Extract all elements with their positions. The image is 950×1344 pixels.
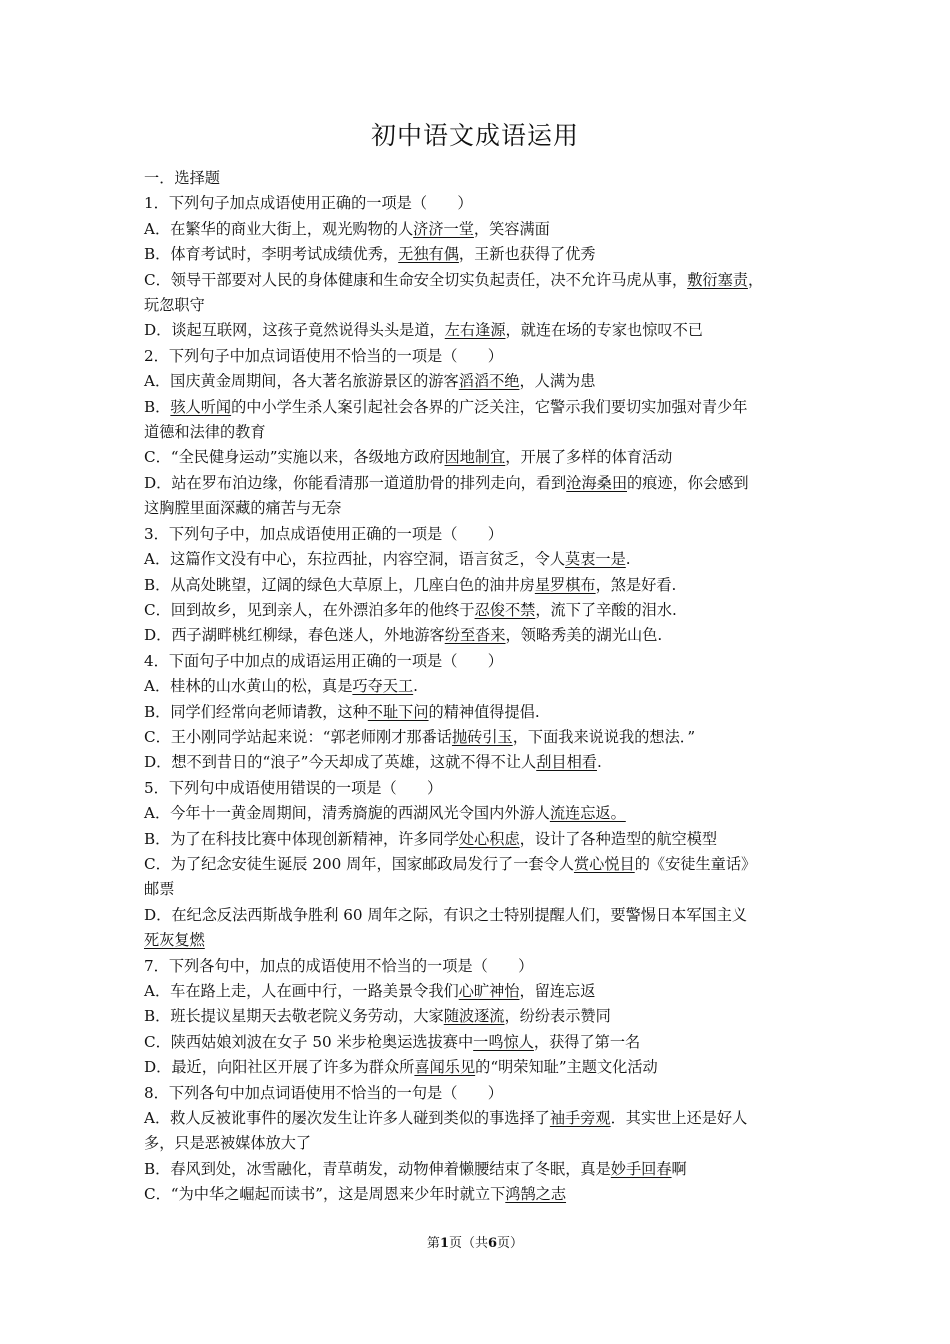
text-line: [144, 674, 820, 699]
text-segment: 的中小学生杀人案引起社会各界的广泛关注，它警示我们要切实加强对青少年: [231, 397, 748, 416]
text-segment: ，王新也获得了优秀: [458, 245, 596, 264]
text-segment: B．从高处眺望，辽阔的绿色大草原上，几座白色的油井房: [144, 575, 535, 594]
text-segment: 邮票: [144, 880, 175, 899]
footer-total-pages: 6: [488, 1236, 498, 1251]
text-segment: ，纷纷表示赞同: [504, 1007, 611, 1026]
underlined-idiom: 济济一堂: [413, 219, 474, 238]
underlined-idiom: 因地制宜: [444, 448, 506, 467]
underlined-idiom: 喜闻乐见: [414, 1058, 476, 1077]
text-line: [144, 954, 820, 979]
section-heading: 一．选择题: [144, 169, 220, 187]
text-segment: 啊: [671, 1159, 687, 1178]
text-line: [144, 598, 820, 623]
text-segment: A．国庆黄金周期间，各大著名旅游景区的游客: [144, 372, 459, 391]
underlined-idiom: 沧海桑田: [566, 473, 627, 492]
underlined-idiom: 无独有偶: [398, 245, 459, 264]
text-line: [144, 827, 820, 852]
text-segment: D．想不到昔日的“浪子”今天却成了英雄，这就不得不让人: [144, 753, 537, 772]
footer-page-number: 1: [439, 1236, 449, 1251]
underlined-idiom: 心旷神怡: [458, 982, 520, 1000]
text-segment: 的《安徒生童话》: [634, 854, 757, 873]
underlined-idiom: 滔滔不绝: [458, 372, 520, 391]
text-line: [144, 471, 820, 496]
text-segment: ，留连忘返: [519, 982, 596, 1000]
underlined-idiom: 骇人听闻: [170, 397, 232, 416]
text-line: [144, 801, 820, 826]
underlined-idiom: 一鸣惊人: [473, 1032, 534, 1051]
text-segment: 道德和法律的教育: [144, 423, 266, 442]
text-segment: ，流下了辛酸的泪水.: [535, 600, 677, 619]
text-segment: ，领略秀美的湖光山色.: [505, 626, 663, 645]
text-segment: 1．下列句子加点成语使用正确的一项是（ ）: [144, 194, 473, 213]
footer-mid: 页（共: [448, 1236, 488, 1251]
underlined-idiom: 妙手回春: [610, 1159, 672, 1178]
text-line: [144, 1182, 820, 1207]
text-line: [144, 496, 820, 521]
text-line: [144, 547, 820, 572]
text-segment: A．车在路上走，人在画中行，一路美景令我们: [144, 982, 459, 1000]
text-line: [144, 700, 820, 725]
text-segment: ，开展了多样的体育活动: [505, 448, 673, 467]
underlined-idiom: 左右逢源: [444, 321, 506, 340]
underlined-idiom: 鸿鹄之志: [505, 1185, 567, 1204]
text-segment: ，煞是好看.: [595, 575, 677, 594]
text-segment: ，就连在场的专家也惊叹不已: [505, 321, 703, 340]
text-segment: .: [625, 550, 631, 569]
text-segment: B．为了在科技比赛中体现创新精神，许多同学: [144, 829, 459, 848]
text-segment: B．体育考试时，李明考试成绩优秀，: [144, 245, 399, 264]
underlined-idiom: 莫衷一是: [565, 550, 626, 569]
text-segment: 多，只是恶被媒体放大了: [144, 1134, 312, 1153]
underlined-idiom: 忍俊不禁: [474, 600, 536, 619]
text-segment: C．回到故乡，见到亲人，在外漂泊多年的他终于: [144, 600, 475, 619]
text-line: [144, 750, 820, 775]
text-segment: ，设计了各种造型的航空模型: [519, 829, 718, 848]
text-segment: ，: [747, 270, 764, 289]
text-segment: 2．下列句子中加点词语使用不恰当的一项是（ ）: [144, 346, 503, 365]
text-line: [144, 1106, 820, 1131]
document-body: [144, 166, 820, 1208]
text-segment: 8．下列各句中加点词语使用不恰当的一句是（ ）: [144, 1083, 503, 1102]
text-segment: A．这篇作文没有中心，东拉西扯，内容空洞，语言贫乏，令人: [144, 550, 566, 569]
underlined-idiom: 赏心悦目: [573, 854, 635, 873]
text-segment: B．班长提议星期天去敬老院义务劳动，大家: [144, 1007, 444, 1026]
text-line: [144, 649, 820, 674]
text-segment: A．今年十一黄金周期间，清秀旖旎的西湖风光令国内外游人: [144, 804, 550, 823]
text-line: [144, 420, 820, 445]
text-segment: C．“全民健身运动”实施以来，各级地方政府: [144, 448, 445, 467]
underlined-idiom: 死灰复燃: [144, 931, 205, 950]
text-line: [144, 1055, 820, 1080]
text-segment: 的“明荣知耻”主题文化活动: [475, 1058, 658, 1077]
text-segment: ，笑容满面: [473, 219, 550, 238]
underlined-idiom: 随波逐流: [443, 1007, 505, 1026]
text-segment: 的精神值得提倡.: [428, 702, 540, 721]
text-segment: 玩忽职守: [144, 296, 205, 315]
text-segment: C．为了纪念安徒生诞辰 200 周年，国家邮政局发行了一套令人: [144, 854, 574, 873]
text-segment: 5．下列句中成语使用错误的一项是（ ）: [144, 778, 443, 797]
text-line: [144, 623, 820, 648]
text-segment: A．在繁华的商业大街上，观光购物的人: [144, 219, 414, 238]
text-segment: D．在纪念反法西斯战争胜利 60 周年之际，有识之士特别提醒人们，要警惕日本军国主义: [144, 905, 748, 924]
text-line: [144, 1030, 820, 1055]
text-segment: 4．下面句子中加点的成语运用正确的一项是（ ）: [144, 651, 503, 670]
text-segment: C．陕西姑娘刘波在女子 50 米步枪奥运选拔赛中: [144, 1032, 474, 1051]
document-title: 初中语文成语运用: [370, 121, 579, 150]
text-segment: D．最近，向阳社区开展了许多为群众所: [144, 1058, 415, 1077]
text-line: [144, 903, 820, 928]
text-line: [144, 191, 820, 216]
text-segment: A．桂林的山水黄山的松，真是: [144, 677, 353, 696]
text-segment: ．其实世上还是好人: [610, 1109, 748, 1128]
underlined-idiom: 抛砖引玉: [451, 727, 513, 746]
text-segment: C．领导干部要对人民的身体健康和生命安全切实负起责任，决不允许马虎从事，: [144, 270, 688, 289]
text-line: [144, 268, 820, 293]
underlined-idiom: 敷衍塞责: [687, 270, 748, 289]
underlined-idiom: 流连忘返。: [549, 804, 626, 823]
underlined-idiom: 纷至沓来: [444, 626, 506, 645]
text-segment: ，人满为患: [519, 372, 596, 391]
question-lines: [144, 191, 820, 1207]
text-line: [144, 979, 820, 1004]
text-line: [144, 395, 820, 420]
text-line: [144, 928, 820, 953]
text-line: [144, 725, 820, 750]
text-line: [144, 852, 820, 877]
underlined-idiom: 不耻下问: [367, 702, 429, 721]
text-segment: ，获得了第一名: [533, 1032, 641, 1051]
text-segment: ，下面我来说说我的想法．”: [512, 727, 696, 746]
text-segment: 的痕迹，你会感到: [627, 473, 749, 492]
text-line: [144, 1131, 820, 1156]
text-line: [144, 522, 820, 547]
text-segment: D．谈起互联网，这孩子竟然说得头头是道，: [144, 321, 445, 340]
text-segment: C．“为中华之崛起而读书”，这是周恩来少年时就立下: [144, 1185, 506, 1204]
text-segment: D．站在罗布泊边缘，你能看清那一道道肋骨的排列走向，看到: [144, 473, 567, 492]
text-line: [144, 242, 820, 267]
text-line: [144, 776, 820, 801]
text-segment: 3．下列句子中，加点成语使用正确的一项是（ ）: [144, 524, 503, 543]
underlined-idiom: 处心积虑: [458, 829, 520, 848]
text-line: [144, 293, 820, 318]
text-line: [144, 344, 820, 369]
text-segment: B．同学们经常向老师请教，这种: [144, 702, 368, 721]
text-line: [144, 369, 820, 394]
text-line: [144, 573, 820, 598]
text-line: [144, 318, 820, 343]
underlined-idiom: 袖手旁观: [549, 1109, 611, 1128]
footer-suffix: 页）: [497, 1236, 524, 1251]
text-segment: 这胸膛里面深藏的痛苦与无奈: [144, 499, 342, 518]
text-segment: C．王小刚同学站起来说：“郭老师刚才那番话: [144, 727, 452, 746]
text-line: [144, 217, 820, 242]
text-line: [144, 1157, 820, 1182]
text-line: [144, 1004, 820, 1029]
underlined-idiom: 星罗棋布: [534, 575, 596, 594]
text-segment: B．春风到处，冰雪融化，青草萌发，动物伸着懒腰结束了冬眠，真是: [144, 1159, 611, 1178]
text-line: [144, 445, 820, 470]
text-segment: A．救人反被讹事件的屡次发生让许多人碰到类似的事选择了: [144, 1109, 550, 1128]
text-segment: 7．下列各句中，加点的成语使用不恰当的一项是（ ）: [144, 956, 534, 975]
footer-prefix: 第: [426, 1236, 440, 1251]
text-line: [144, 1081, 820, 1106]
underlined-idiom: 巧夺天工: [352, 677, 414, 696]
text-segment: D．西子湖畔桃红柳绿，春色迷人，外地游客: [144, 626, 445, 645]
underlined-idiom: 刮目相看: [536, 753, 597, 772]
text-segment: .: [596, 753, 602, 772]
text-segment: B．: [144, 397, 171, 416]
page-footer: [0, 1232, 950, 1251]
text-line: [144, 877, 820, 902]
text-segment: .: [413, 677, 418, 696]
